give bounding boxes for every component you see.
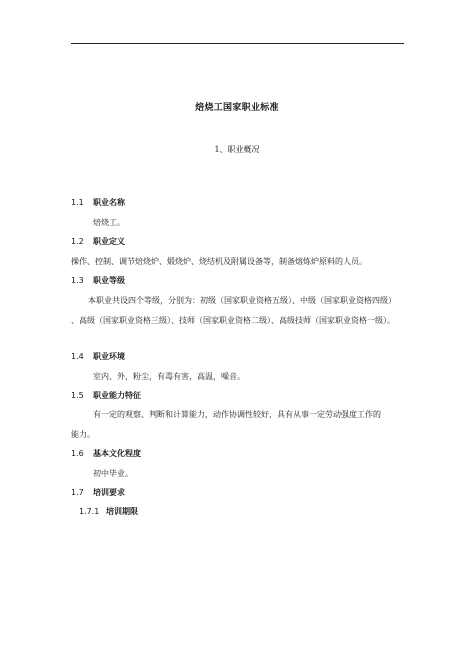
section-label: 职业定义 [93,237,125,246]
header-rule [71,43,404,44]
section-number: 1.5 [71,391,84,400]
section-heading-training [71,488,125,498]
section-heading-definition [71,237,125,247]
section-text: 操作、控制、调节焙烧炉、煅烧炉、烧结机及附属设备等，制备熔炼炉原料的人员。 [71,257,367,266]
section-label: 职业等级 [93,276,125,285]
section-text: 能力。 [71,430,95,439]
section-number: 1.1 [71,198,84,207]
section-label: 职业能力特征 [93,391,141,400]
section-number: 1.7 [71,488,84,497]
document-title: 焙烧工国家职业标准 [195,103,279,113]
section-number: 1.6 [71,449,84,458]
section-text: 本职业共设四个等级，分别为：初级（国家职业资格五级）、中级（国家职业资格四级） [88,296,396,305]
section-text: 初中毕业。 [93,469,133,478]
section-text: 有一定的观察、判断和计算能力，动作协调性较好，具有从事一定劳动强度工作的 [93,410,381,419]
section-text: 焙烧工。 [93,218,125,227]
section-number: 1.2 [71,237,84,246]
section-heading-education [71,449,141,459]
section-heading-ability [71,391,141,401]
section-number: 1.4 [71,352,84,361]
section-label: 基本文化程度 [93,449,141,458]
section-heading-levels [71,276,125,286]
section-text: 室内、外，粉尘，有毒有害，高温，噪音。 [93,372,245,381]
section-heading-environment [71,352,125,362]
subsection-number: 1.7.1 [79,507,100,516]
subsection-heading-duration [79,507,138,517]
document-subtitle: 1、职业概况 [214,145,260,154]
section-number: 1.3 [71,276,84,285]
section-label: 培训要求 [93,488,125,497]
section-label: 职业名称 [93,198,125,207]
section-text: 、高级（国家职业资格三级）、技师（国家职业资格二级）、高级技师（国家职业资格一级）。 [71,316,395,325]
section-label: 职业环境 [93,352,125,361]
subsection-label: 培训期限 [106,507,138,516]
section-heading-name [71,198,125,208]
